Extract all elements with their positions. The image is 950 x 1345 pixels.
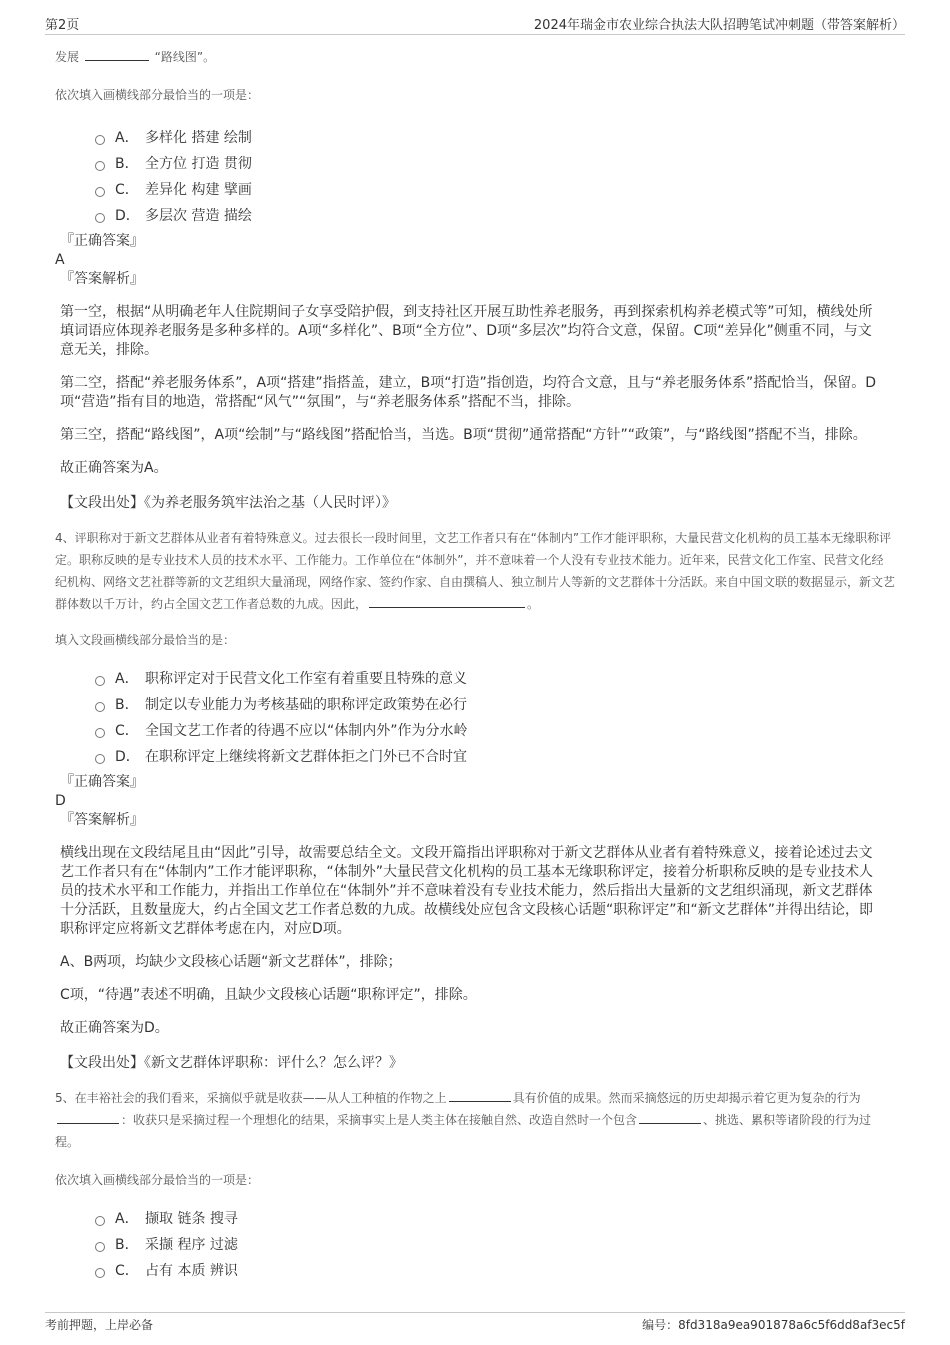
analysis-conclusion: 故正确答案为D。	[60, 1020, 169, 1036]
footer-slogan: 考前押题，上岸必备	[45, 1318, 154, 1332]
question-prompt: 依次填入画横线部分最恰当的一项是：	[55, 88, 260, 102]
question-4-stem	[55, 527, 895, 615]
option-letter: C．	[115, 182, 139, 198]
option-letter: C．	[115, 1263, 139, 1279]
option-a[interactable]	[95, 1205, 895, 1231]
option-letter: B．	[115, 1237, 139, 1253]
stem-text: 发展	[55, 50, 80, 64]
option-letter: B．	[115, 697, 139, 713]
radio-icon[interactable]	[95, 1216, 105, 1226]
stem-text: “路线图”。	[154, 50, 216, 64]
option-c[interactable]	[95, 176, 895, 202]
option-text: 全方位 打造 贯彻	[145, 156, 252, 172]
radio-icon[interactable]	[95, 1242, 105, 1252]
option-text: 职称评定对于民营文化工作室有着重要且特殊的意义	[145, 671, 467, 687]
radio-icon[interactable]	[95, 702, 105, 712]
option-list	[95, 1205, 895, 1283]
radio-icon[interactable]	[95, 135, 105, 145]
option-text: 多层次 营造 描绘	[145, 208, 252, 224]
stem-text: 、挑选、累积等诸阶段的行为过程。	[55, 1113, 872, 1149]
option-letter: D．	[115, 208, 140, 224]
blank-line	[85, 46, 149, 61]
page-footer	[45, 1312, 905, 1336]
option-text: 撷取 链条 搜寻	[145, 1211, 238, 1227]
option-c[interactable]	[95, 1257, 895, 1283]
source-citation: 【文段出处】《新文艺群体评职称：评什么？怎么评？》	[60, 1055, 403, 1071]
page-number: 第2页	[45, 18, 80, 33]
option-text: 占有 本质 辨识	[145, 1263, 238, 1279]
option-text: 全国文艺工作者的待遇不应以“体制内外”作为分水岭	[145, 723, 468, 739]
page-content	[55, 46, 895, 1283]
option-a[interactable]	[95, 665, 895, 691]
radio-icon[interactable]	[95, 1268, 105, 1278]
option-text: 制定以专业能力为考核基础的职称评定政策势在必行	[145, 697, 467, 713]
option-text: 差异化 构建 擘画	[145, 182, 252, 198]
option-c[interactable]	[95, 717, 895, 743]
correct-answer: A	[55, 252, 65, 268]
question-3-stem-tail	[55, 46, 895, 68]
blank-line	[57, 1109, 119, 1124]
page-header	[45, 14, 905, 35]
radio-icon[interactable]	[95, 754, 105, 764]
option-text: 在职称评定上继续将新文艺群体拒之门外已不合时宜	[145, 749, 467, 765]
analysis-paragraph: 第三空，搭配“路线图”，A项“绘制”与“路线图”搭配恰当，当选。B项“贯彻”通常搭配“方针”“政策”，与“路线图”搭配不当，排除。	[60, 427, 867, 443]
radio-icon[interactable]	[95, 161, 105, 171]
analysis-paragraph: A、B两项，均缺少文段核心话题“新文艺群体”，排除；	[60, 954, 402, 970]
source-citation: 【文段出处】《为养老服务筑牢法治之基（人民时评）》	[60, 495, 396, 511]
blank-line	[639, 1109, 701, 1124]
radio-icon[interactable]	[95, 213, 105, 223]
option-d[interactable]	[95, 743, 895, 769]
option-b[interactable]	[95, 691, 895, 717]
question-5-stem	[55, 1087, 895, 1153]
stem-text: 。	[527, 597, 540, 611]
question-prompt: 填入文段画横线部分最恰当的是：	[55, 633, 236, 647]
stem-text: 具有价值的成果。然而采摘悠远的历史却揭示着它更为复杂的行为	[512, 1091, 861, 1105]
analysis-paragraph: 第二空，搭配“养老服务体系”，A项“搭建”指搭盖，建立，B项“打造”指创造，均符合文意，且与“养老服务体系”搭配恰当，保留。D项“营造”指有目的地造，常搭配“风气”“氛围”，与“养老服务体系”搭配不当，排除。	[60, 375, 876, 410]
question-prompt: 依次填入画横线部分最恰当的一项是：	[55, 1173, 260, 1187]
option-text: 多样化 搭建 绘制	[145, 130, 252, 146]
option-d[interactable]	[95, 202, 895, 228]
option-letter: A．	[115, 1211, 139, 1227]
analysis-conclusion: 故正确答案为A。	[60, 460, 168, 476]
analysis-paragraph: 第一空，根据“从明确老年人住院期间子女享受陪护假，到支持社区开展互助性养老服务，再到探索机构养老模式等”可知，横线处所填词语应体现养老服务是多种多样的。A项“多样化”、B项“全方位”、D项“多层次”均符合文意，保留。C项“差异化”侧重不同，与文意无关，排除。	[60, 304, 873, 358]
stem-text: ：收获只是采摘过程一个理想化的结果，采摘事实上是人类主体在接触自然、改造自然时一个包含	[121, 1113, 638, 1127]
stem-text: 4、评职称对于新文艺群体从业者有着特殊意义。过去很长一段时间里，文艺工作者只有在“体制内”工作才能评职称，大量民营文化机构的员工基本无缘职称评定。职称反映的是专业技术人员的技术水平、工作能力。工作单位在“体制外”，并不意味着一个人没有专业技术能力。近年来，民营文化工作室、民营文化经纪机构、网络文艺社群等新的文艺组织大量涌现，网络作家、签约作家、自由撰稿人、独立制片人等新的文艺群体十分活跃。来自中国文联的数据显示，新文艺群体数以千万计，约占全国文艺工作者总数的九成。因此，	[55, 531, 896, 611]
analysis-paragraph: 横线出现在文段结尾且由“因此”引导，故需要总结全文。文段开篇指出评职称对于新文艺群体从业者有着特殊意义，接着论述过去文艺工作者只有在“体制内”工作才能评职称，“体制外”大量民营文化机构的员工基本无缘职称评定，接着分析职称反映的是专业技术人员的技术水平和工作能力，并指出工作单位在“体制外”并不意味着没有专业技术能力，然后指出大量新的文艺组织涌现，新文艺群体十分活跃，且数量庞大，约占全国文艺工作者总数的九成。故横线处应包含文段核心话题“职称评定”和“新文艺群体”并得出结论，即职称评定应将新文艺群体考虑在内，对应D项。	[60, 845, 874, 937]
question-4	[55, 527, 895, 1073]
option-letter: A．	[115, 130, 139, 146]
analysis-label: 『答案解析』	[60, 812, 144, 828]
correct-answer: D	[55, 793, 66, 809]
question-5	[55, 1087, 895, 1283]
option-letter: D．	[115, 749, 140, 765]
option-letter: A．	[115, 671, 139, 687]
answer-label: 『正确答案』	[60, 774, 144, 790]
blank-line	[369, 593, 525, 608]
option-b[interactable]	[95, 1231, 895, 1257]
option-text: 采撷 程序 过滤	[145, 1237, 238, 1253]
document-title: 2024年瑞金市农业综合执法大队招聘笔试冲刺题（带答案解析）	[533, 18, 905, 33]
radio-icon[interactable]	[95, 187, 105, 197]
document-id: 编号：8fd318a9ea901878a6c5f6dd8af3ec5f	[642, 1318, 905, 1332]
option-letter: C．	[115, 723, 139, 739]
option-b[interactable]	[95, 150, 895, 176]
option-list	[95, 124, 895, 228]
answer-label: 『正确答案』	[60, 233, 144, 249]
option-letter: B．	[115, 156, 139, 172]
analysis-paragraph: C项，“待遇”表述不明确，且缺少文段核心话题“职称评定”，排除。	[60, 987, 477, 1003]
radio-icon[interactable]	[95, 676, 105, 686]
analysis-label: 『答案解析』	[60, 271, 144, 287]
blank-line	[449, 1087, 511, 1102]
option-list	[95, 665, 895, 769]
question-3-tail	[55, 46, 895, 513]
radio-icon[interactable]	[95, 728, 105, 738]
option-a[interactable]	[95, 124, 895, 150]
stem-text: 5、在丰裕社会的我们看来，采摘似乎就是收获——从人工种植的作物之上	[55, 1091, 447, 1105]
